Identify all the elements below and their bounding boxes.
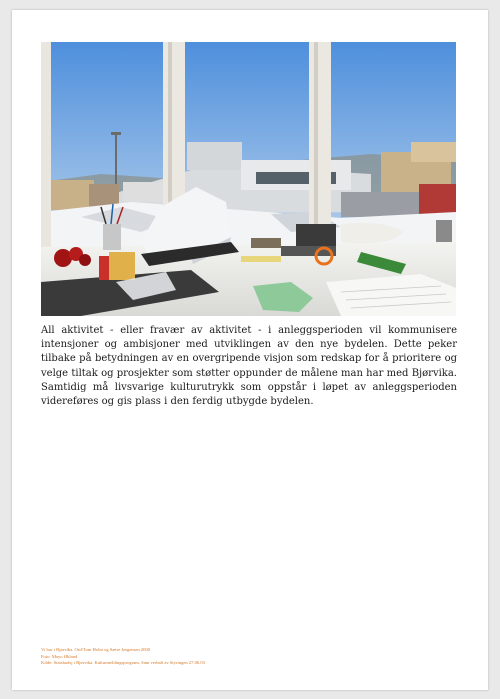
footnotes bbox=[41, 647, 461, 667]
footnote-line: Kilde: Statsbudsj i Bjørvika. Kulturmeldingsprogram, Sam verbalt av Styringen 27.06.03 bbox=[41, 660, 205, 666]
footnote-line: Vi bor i Bjørvika. Ord/Tom Holm og Sætre Jørgensen 2000 bbox=[41, 647, 151, 652]
photo bbox=[41, 42, 456, 316]
photo-illustration bbox=[41, 42, 456, 316]
document-page bbox=[12, 10, 488, 690]
body-paragraph: All aktivitet - eller fravær av aktivitet - i anleggsperioden vil kommunisere intensjoner og ambisjoner med utviklingen av den nye bydelen. Dette peker tilbake på betydningen av en overgripende visjon som redskap for å prioritere og velge tiltak og prosjekter som støtter oppunder de målene man har med Bjørvika. Samtidig må livsvarige kulturutrykk som oppstår i løpet av anleggsperioden videreføres og gis plass i den ferdig utbygde bydelen. bbox=[41, 325, 457, 408]
footnote-line: Foto: Mayo Økland bbox=[41, 653, 78, 659]
